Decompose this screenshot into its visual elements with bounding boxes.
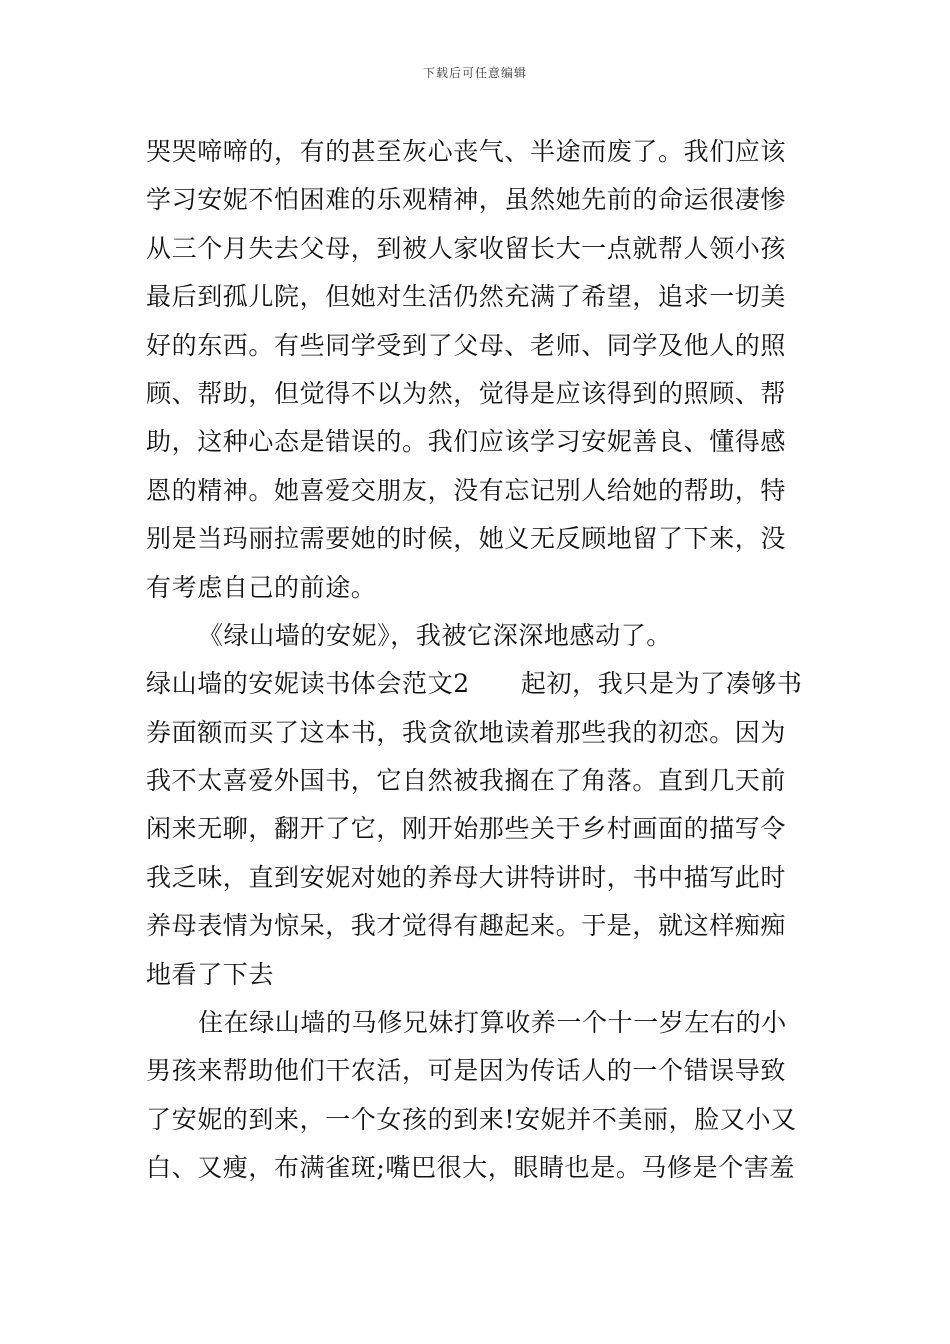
text-line: 闲来无聊，翻开了它，刚开始那些关于乡村画面的描写令 bbox=[146, 814, 787, 844]
text-line: 我不太喜爱外国书，它自然被我搁在了角落。直到几天前 bbox=[146, 766, 787, 796]
text-line: 哭哭啼啼的，有的甚至灰心丧气、半途而废了。我们应该 bbox=[146, 137, 787, 166]
text-line: 《绿山墙的安妮》，我被它深深地感动了。 bbox=[198, 620, 672, 650]
page-header: 下载后可任意编辑 bbox=[422, 66, 527, 80]
document-body bbox=[146, 128, 826, 1193]
text-line: 男孩来帮助他们干农活，可是因为传话人的一个错误导致 bbox=[146, 1056, 787, 1086]
text-line: 从三个月失去父母，到被人家收留长大一点就帮人领小孩 bbox=[146, 233, 787, 263]
text-line: 券面额而买了这本书，我贪欲地读着那些我的初恋。因为 bbox=[146, 717, 787, 747]
text-line: 我乏味，直到安妮对她的养母大讲特讲时，书中描写此时 bbox=[146, 862, 787, 892]
text-line: 顾、帮助，但觉得不以为然，觉得是应该得到的照顾、帮 bbox=[146, 378, 787, 408]
text-line: 养母表情为惊呆，我才觉得有趣起来。于是，就这样痴痴 bbox=[146, 911, 787, 941]
text-line: 别是当玛丽拉需要她的时候，她义无反顾地留了下来，没 bbox=[146, 524, 787, 554]
text-line: 地看了下去 bbox=[146, 959, 275, 989]
text-line: 好的东西。有些同学受到了父母、老师、同学及他人的照 bbox=[146, 330, 787, 360]
text-line: 最后到孤儿院，但她对生活仍然充满了希望，追求一切美 bbox=[146, 282, 787, 312]
text-line: 住在绿山墙的马修兄妹打算收养一个十一岁左右的小 bbox=[198, 1008, 787, 1038]
text-line: 恩的精神。她喜爱交朋友，没有忘记别人给她的帮助，特 bbox=[146, 475, 787, 505]
section-heading-line: 绿山墙的安妮读书体会范文2 起初，我只是为了凑够书 bbox=[146, 669, 803, 699]
text-line: 学习安妮不怕困难的乐观精神，虽然她先前的命运很凄惨 bbox=[146, 185, 787, 215]
text-line: 白、又瘦，布满雀斑;嘴巴很大，眼睛也是。马修是个害羞 bbox=[146, 1153, 796, 1183]
text-line: 了安妮的到来，一个女孩的到来!安妮并不美丽，脸又小又 bbox=[146, 1104, 797, 1134]
text-line: 有考虑自己的前途。 bbox=[146, 572, 377, 602]
text-line: 助，这种心态是错误的。我们应该学习安妮善良、懂得感 bbox=[146, 427, 787, 457]
